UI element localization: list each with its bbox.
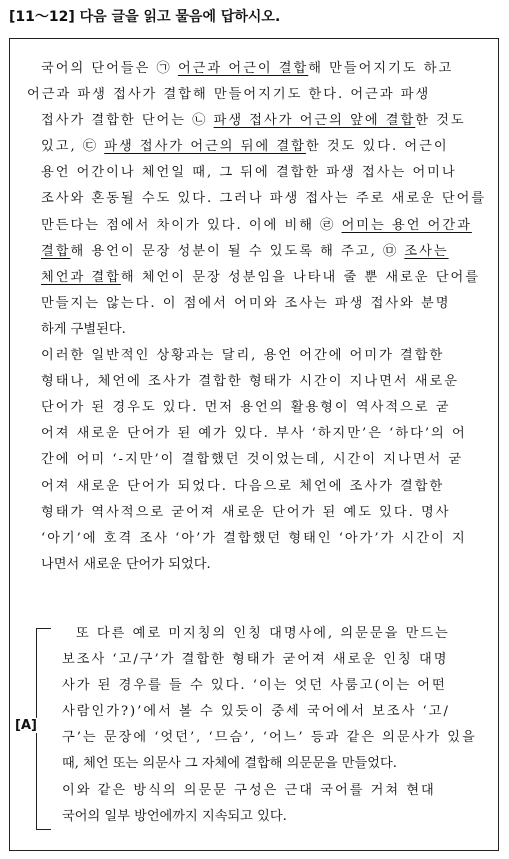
p2-line: 형태가 역사적으로 굳어져 새로운 단어가 된 예도 있다. 명사 <box>41 504 451 520</box>
paragraph-2 <box>27 343 495 578</box>
a-line: 이와 같은 방식의 의문문 구성은 근대 국어를 거쳐 현대 <box>62 782 436 798</box>
section-a-label: [A] <box>15 718 37 733</box>
p1-line: 하게 구별된다. <box>41 321 126 337</box>
underline-c: 파생 접사가 어근의 뒤에 결합 <box>104 139 306 155</box>
p1-line: 조사와 혼동될 수도 있다. 그러나 파생 접사는 주로 새로운 단어를 <box>41 191 487 207</box>
p1-line: 용언 어간이나 체언일 때, 그 뒤에 결합한 파생 접사는 어미나 <box>41 165 457 181</box>
a-line: 또 다른 예로 미지칭의 인칭 대명사에, 의문문을 만드는 <box>76 626 450 641</box>
underline-d: 어미는 용언 어간과 <box>341 217 472 233</box>
p2-line: 간에 어미 ‘-지만’이 결합했던 것이었는데, 시간이 지나면서 굳 <box>41 452 464 468</box>
p2-line: ‘아기’에 호격 조사 ‘아’가 결합했던 형태인 ‘아가’가 시간이 지 <box>41 530 467 546</box>
a-line: 때, 체언 또는 의문사 그 자체에 결합해 의문문을 만들었다. <box>62 756 397 772</box>
paragraph-1 <box>27 56 495 343</box>
underline-d-cont: 결합 <box>41 243 71 259</box>
p1-line: 국어의 단어들은 ㉠ 어근과 어근이 결합해 만들어지기도 하고 <box>41 61 454 76</box>
a-line: 보조사 ‘고/구’가 결합한 형태가 굳어져 새로운 인칭 대명 <box>62 652 449 668</box>
underline-a: 어근과 어근이 결합 <box>177 61 309 76</box>
p2-line: 나면서 새로운 단어가 되었다. <box>41 556 211 572</box>
p1-line: 결합해 용언이 문장 성분이 될 수 있도록 해 주고, ㉤ 조사는 <box>41 243 449 259</box>
p2-line: 단어가 된 경우도 있다. 먼저 용언의 활용형이 역사적으로 굳 <box>41 400 451 416</box>
p1-line: 접사가 결합한 단어는 ㉡ 파생 접사가 어근의 앞에 결합한 것도 <box>41 113 466 129</box>
section-a-bracket <box>36 628 51 830</box>
a-line: 구’는 문장에 ‘엇던’, ‘므슴’, ‘어느’ 등과 같은 의문사가 있을 <box>62 730 477 746</box>
underline-e-cont: 체언과 결합 <box>41 269 121 285</box>
p2-line: 형태나, 체언에 조사가 결합한 형태가 시간이 지나면서 새로운 <box>41 374 460 390</box>
p2-line: 이러한 일반적인 상황과는 달리, 용언 어간에 어미가 결합한 <box>41 348 445 364</box>
p1-line: 어근과 파생 접사가 결합해 만들어지기도 한다. 어근과 파생 <box>27 87 431 103</box>
a-line: 국어의 일부 방언에까지 지속되고 있다. <box>62 808 287 824</box>
p1-line: 만든다는 점에서 차이가 있다. 이에 비해 ㉣ 어미는 용언 어간과 <box>41 217 472 233</box>
underline-b: 파생 접사가 어근의 앞에 결합 <box>213 113 416 129</box>
a-line: 사람인가?)’에서 볼 수 있듯이 중세 국어에서 보조사 ‘고/ <box>62 704 450 720</box>
p1-line: 만들지는 않는다. 이 점에서 어미와 조사는 파생 접사와 분명 <box>41 295 451 311</box>
p1-line: 있고, ㉢ 파생 접사가 어근의 뒤에 결합한 것도 있다. 어근이 <box>41 139 449 155</box>
p2-line: 어져 새로운 단어가 된 예가 있다. 부사 ‘하지만’은 ‘하다’의 어 <box>41 426 467 442</box>
question-header: [11～12] 다음 글을 읽고 물음에 답하시오. <box>9 9 281 25</box>
a-line: 사가 된 경우를 들 수 있다. ‘이는 엇던 사룸고(이는 어떤 <box>62 678 447 694</box>
underline-e: 조사는 <box>404 243 449 259</box>
passage-body <box>27 56 495 578</box>
p2-line: 어져 새로운 단어가 되었다. 다음으로 체언에 조사가 결합한 <box>41 478 445 494</box>
section-a-text <box>62 621 486 830</box>
p1-line: 체언과 결합해 체언이 문장 성분임을 나타내 줄 뿐 새로운 단어를 <box>41 269 480 285</box>
